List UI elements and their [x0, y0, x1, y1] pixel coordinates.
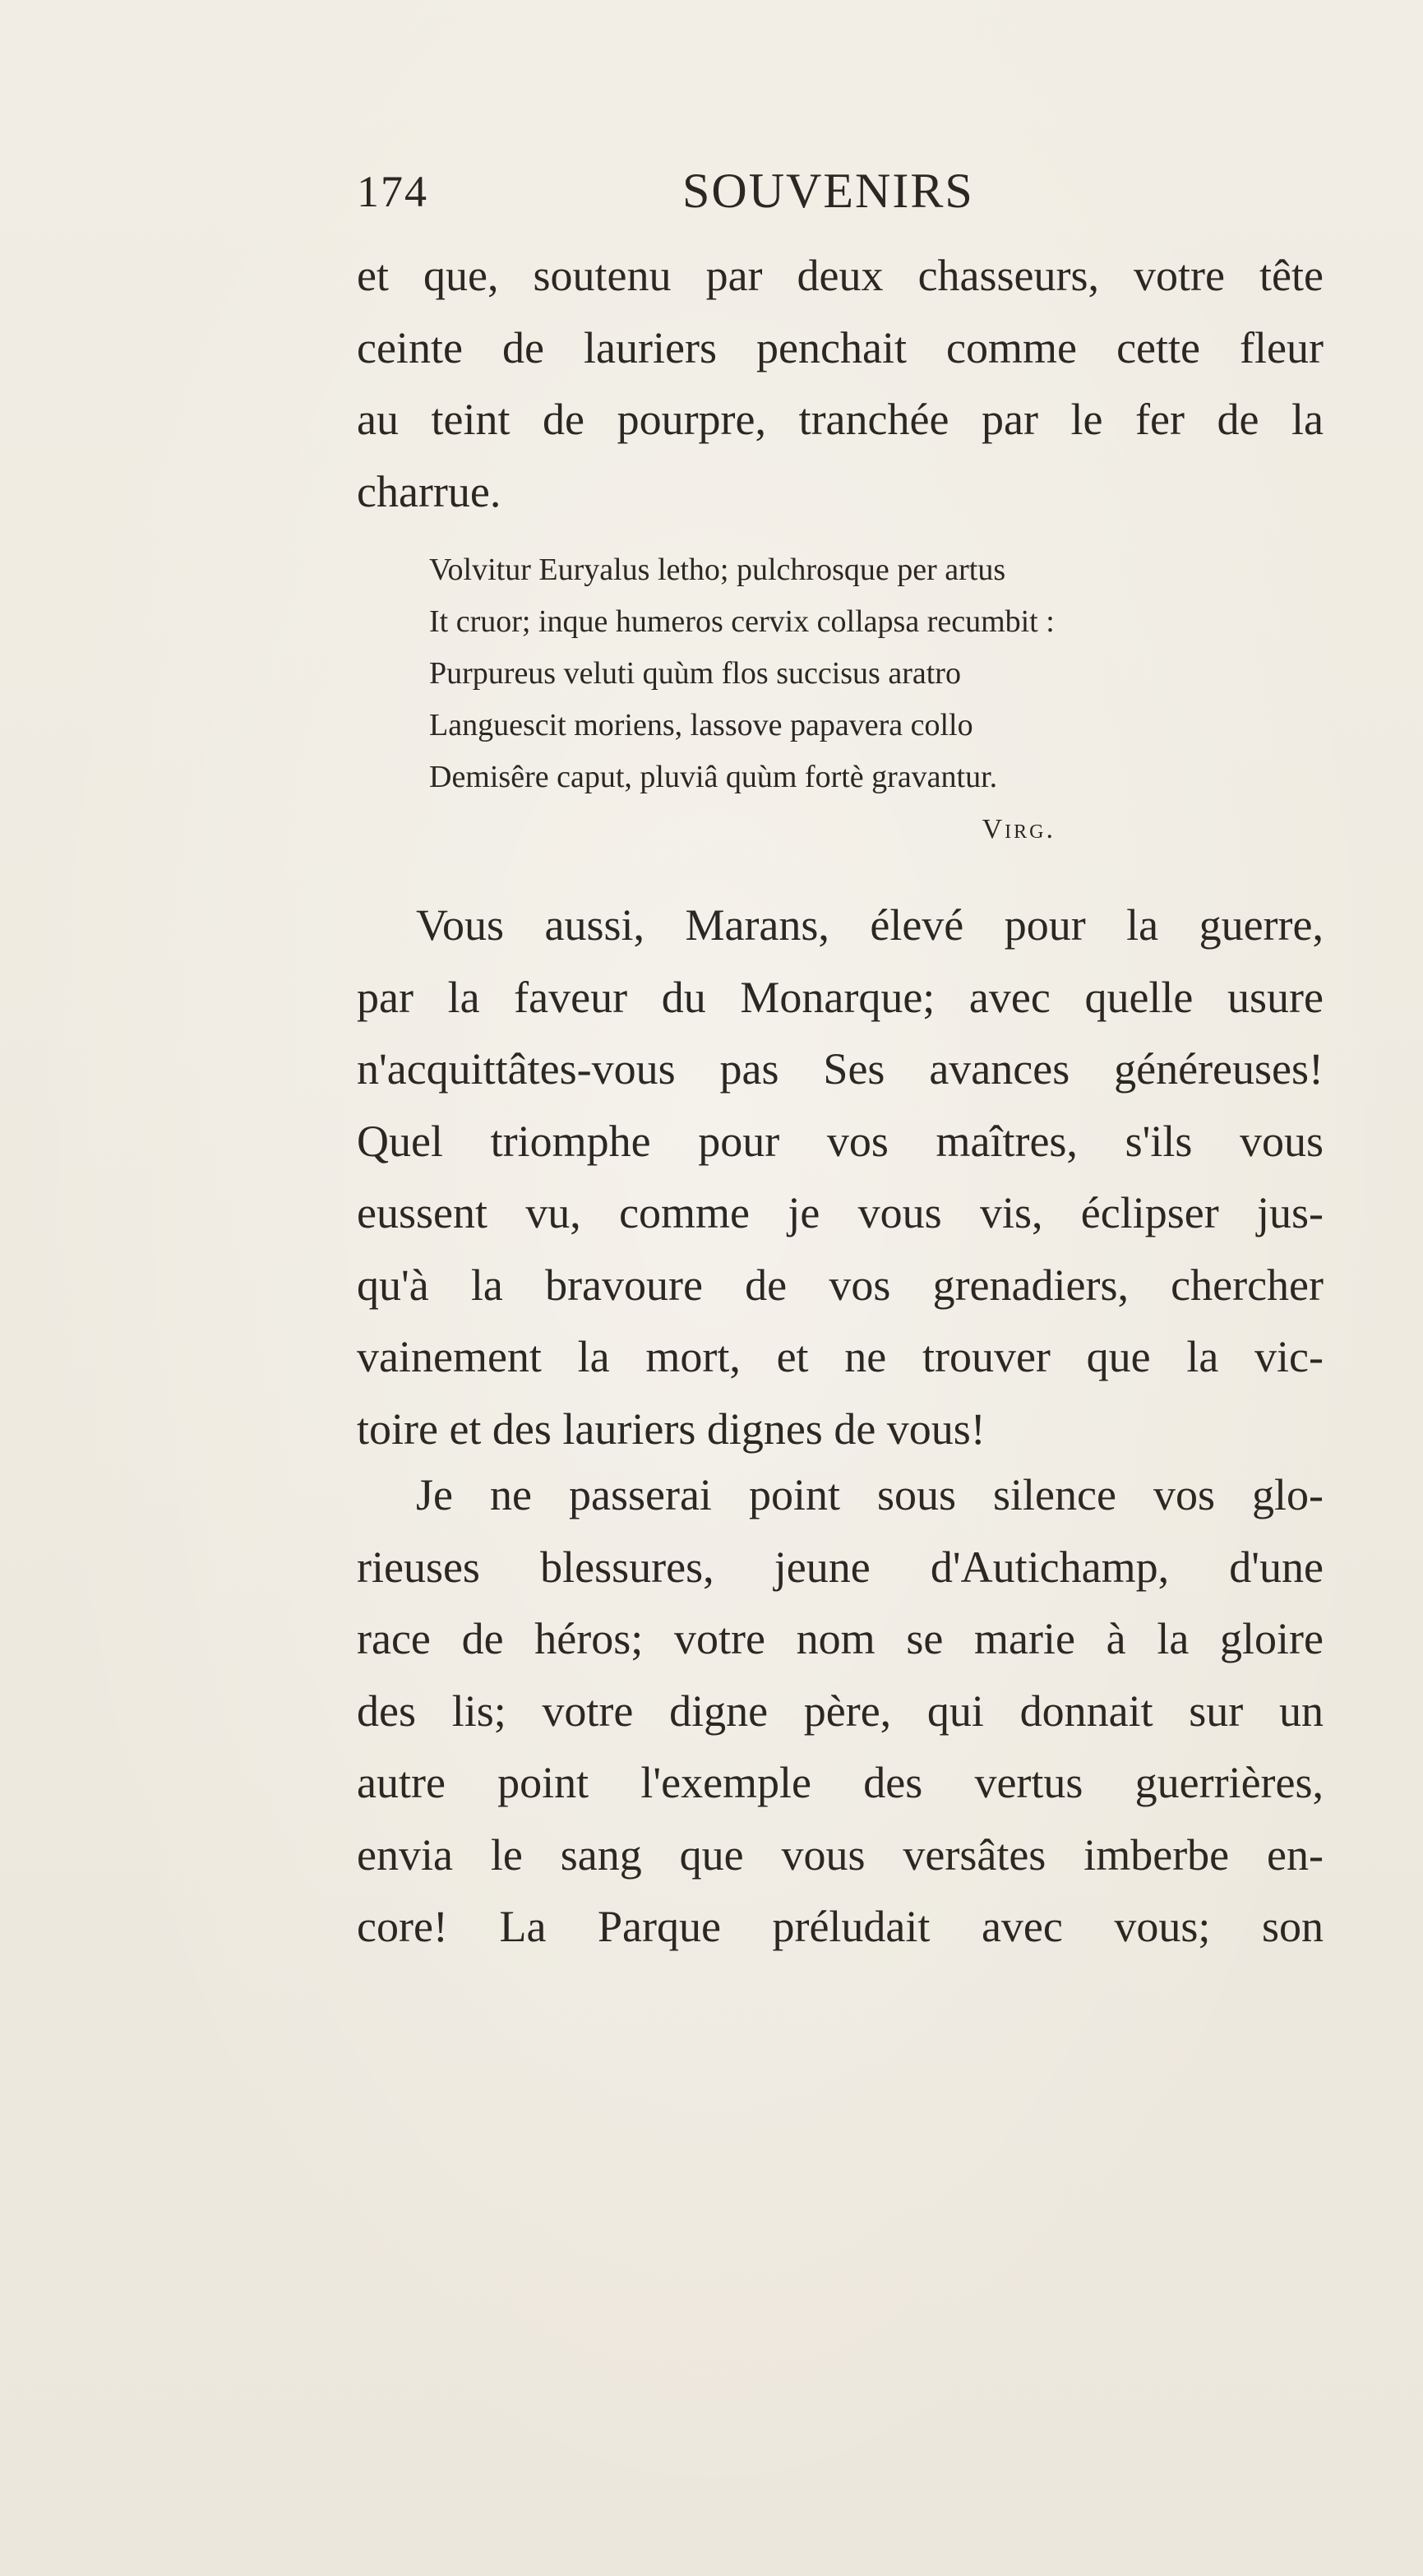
- text-line: autre point l'exemple des vertus guerrières,: [357, 1758, 1324, 1807]
- text-line: charrue.: [357, 466, 501, 516]
- page-number: 174: [357, 167, 428, 216]
- text-line: par la faveur du Monarque; avec quelle usure: [357, 972, 1324, 1022]
- verse-line: Purpureus veluti quùm flos succisus aratro: [429, 656, 961, 691]
- latin-quotation: [429, 544, 1185, 855]
- text-line: toire et des lauriers dignes de vous!: [357, 1404, 986, 1454]
- text-line: envia le sang que vous versâtes imberbe en-: [357, 1829, 1324, 1880]
- text-line: Vous aussi, Marans, élevé pour la guerre,: [416, 900, 1324, 950]
- text-line: qu'à la bravoure de vos grenadiers, chercher: [357, 1260, 1324, 1310]
- paragraph-2: [357, 890, 1324, 1465]
- verse-line: It cruor; inque humeros cervix collapsa recumbit :: [429, 604, 1055, 639]
- text-line: et que, soutenu par deux chasseurs, votre tête: [357, 251, 1324, 300]
- running-title: SOUVENIRS: [682, 164, 974, 218]
- text-line: core! La Parque préludait avec vous; son: [357, 1902, 1324, 1951]
- paragraph-1: [357, 240, 1324, 528]
- verse-line: Demisêre caput, pluviâ quùm fortè gravantur.: [429, 760, 998, 794]
- text-line: n'acquittâtes-vous pas Ses avances généreuses!: [357, 1044, 1324, 1094]
- text-line: Quel triomphe pour vos maîtres, s'ils vous: [357, 1116, 1324, 1166]
- text-line: des lis; votre digne père, qui donnait sur un: [357, 1686, 1324, 1736]
- text-line: ceinte de lauriers penchait comme cette fleur: [357, 322, 1324, 372]
- text-line: vainement la mort, et ne trouver que la vic-: [357, 1332, 1324, 1381]
- quote-attribution: Virg.: [982, 814, 1056, 844]
- text-line: au teint de pourpre, tranchée par le fer de la: [357, 395, 1324, 444]
- text-line: eussent vu, comme je vous vis, éclipser jus-: [357, 1188, 1324, 1237]
- paragraph-3: [357, 1459, 1324, 1963]
- text-line: rieuses blessures, jeune d'Autichamp, d'une: [357, 1542, 1324, 1592]
- verse-line: Volvitur Euryalus letho; pulchrosque per artus: [429, 553, 1006, 587]
- text-line: race de héros; votre nom se marie à la gloire: [357, 1614, 1324, 1663]
- text-line: Je ne passerai point sous silence vos glo-: [416, 1470, 1324, 1519]
- verse-line: Languescit moriens, lassove papavera collo: [429, 708, 973, 742]
- page-header: [357, 163, 1324, 229]
